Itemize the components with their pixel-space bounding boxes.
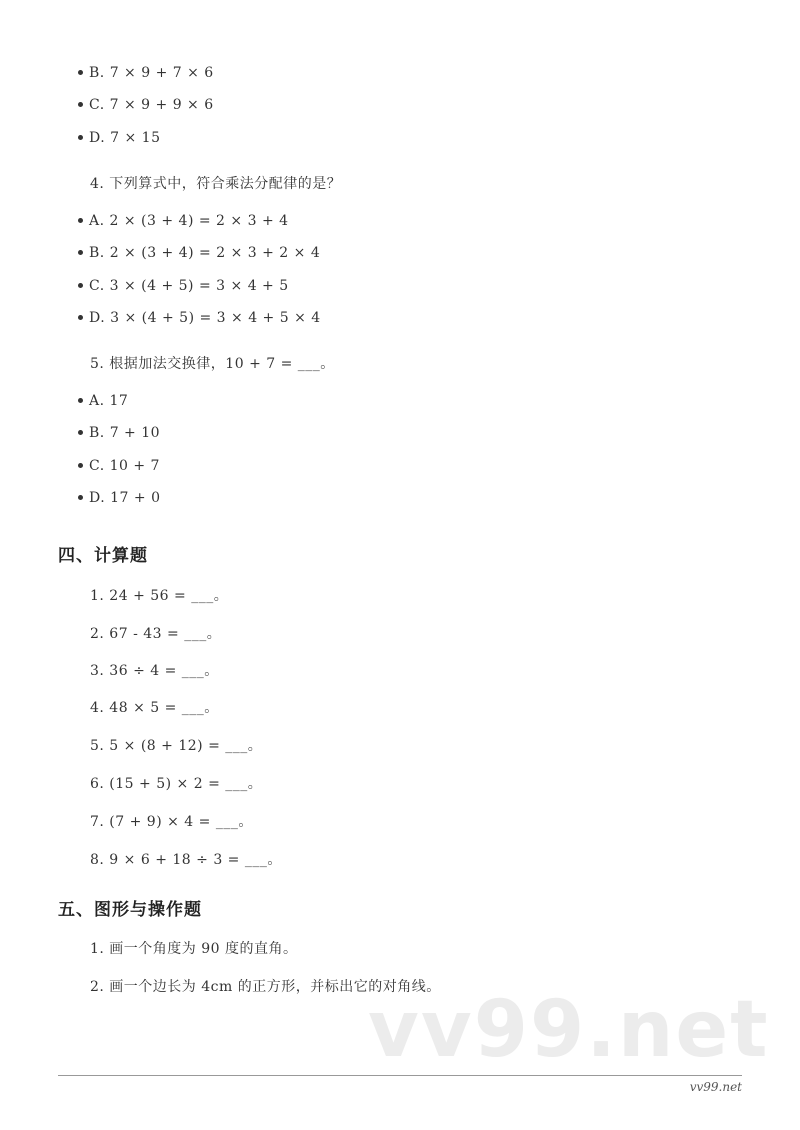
option-q4-d: D. 3 × (4 + 5) = 3 × 4 + 5 × 4 xyxy=(78,309,321,327)
section-title-calculation: 四、计算题 xyxy=(58,546,148,566)
bullet-icon xyxy=(78,283,83,288)
option-q5-b: B. 7 + 10 xyxy=(78,424,160,442)
calc-item-5: 5. 5 × (8 + 12) = ___。 xyxy=(90,738,263,754)
bullet-icon xyxy=(78,70,83,75)
bullet-icon xyxy=(78,430,83,435)
bullet-icon xyxy=(78,135,83,140)
footer-site: vv99.net xyxy=(689,1080,742,1094)
option-q5-d: D. 17 + 0 xyxy=(78,489,160,507)
option-q5-c: C. 10 + 7 xyxy=(78,457,160,475)
bullet-icon xyxy=(78,463,83,468)
option-q4-a: A. 2 × (3 + 4) = 2 × 3 + 4 xyxy=(78,212,289,230)
bullet-icon xyxy=(78,495,83,500)
calc-item-8: 8. 9 × 6 + 18 ÷ 3 = ___。 xyxy=(90,852,282,868)
calc-item-1: 1. 24 + 56 = ___。 xyxy=(90,588,229,604)
footer-divider xyxy=(58,1075,742,1076)
geometry-item-2: 2. 画一个边长为 4cm 的正方形，并标出它的对角线。 xyxy=(90,979,441,995)
bullet-icon xyxy=(78,102,83,107)
bullet-icon xyxy=(78,315,83,320)
option-q3-c: C. 7 × 9 + 9 × 6 xyxy=(78,96,214,114)
bullet-icon xyxy=(78,250,83,255)
option-q3-b: B. 7 × 9 + 7 × 6 xyxy=(78,64,214,82)
calc-item-2: 2. 67 - 43 = ___。 xyxy=(90,626,222,642)
watermark: vv99.net xyxy=(368,985,770,1075)
section-title-geometry: 五、图形与操作题 xyxy=(58,900,202,920)
calc-item-7: 7. (7 + 9) × 4 = ___。 xyxy=(90,814,253,830)
calc-item-3: 3. 36 ÷ 4 = ___。 xyxy=(90,663,219,679)
option-q5-a: A. 17 xyxy=(78,392,128,410)
option-q3-d: D. 7 × 15 xyxy=(78,129,160,147)
bullet-icon xyxy=(78,218,83,223)
calc-item-4: 4. 48 × 5 = ___。 xyxy=(90,700,219,716)
question-4: 4. 下列算式中，符合乘法分配律的是？ xyxy=(90,176,342,192)
calc-item-6: 6. (15 + 5) × 2 = ___。 xyxy=(90,776,263,792)
question-5: 5. 根据加法交换律，10 + 7 = ___。 xyxy=(90,356,335,372)
option-q4-c: C. 3 × (4 + 5) = 3 × 4 + 5 xyxy=(78,277,289,295)
geometry-item-1: 1. 画一个角度为 90 度的直角。 xyxy=(90,941,298,957)
bullet-icon xyxy=(78,398,83,403)
option-q4-b: B. 2 × (3 + 4) = 2 × 3 + 2 × 4 xyxy=(78,244,320,262)
